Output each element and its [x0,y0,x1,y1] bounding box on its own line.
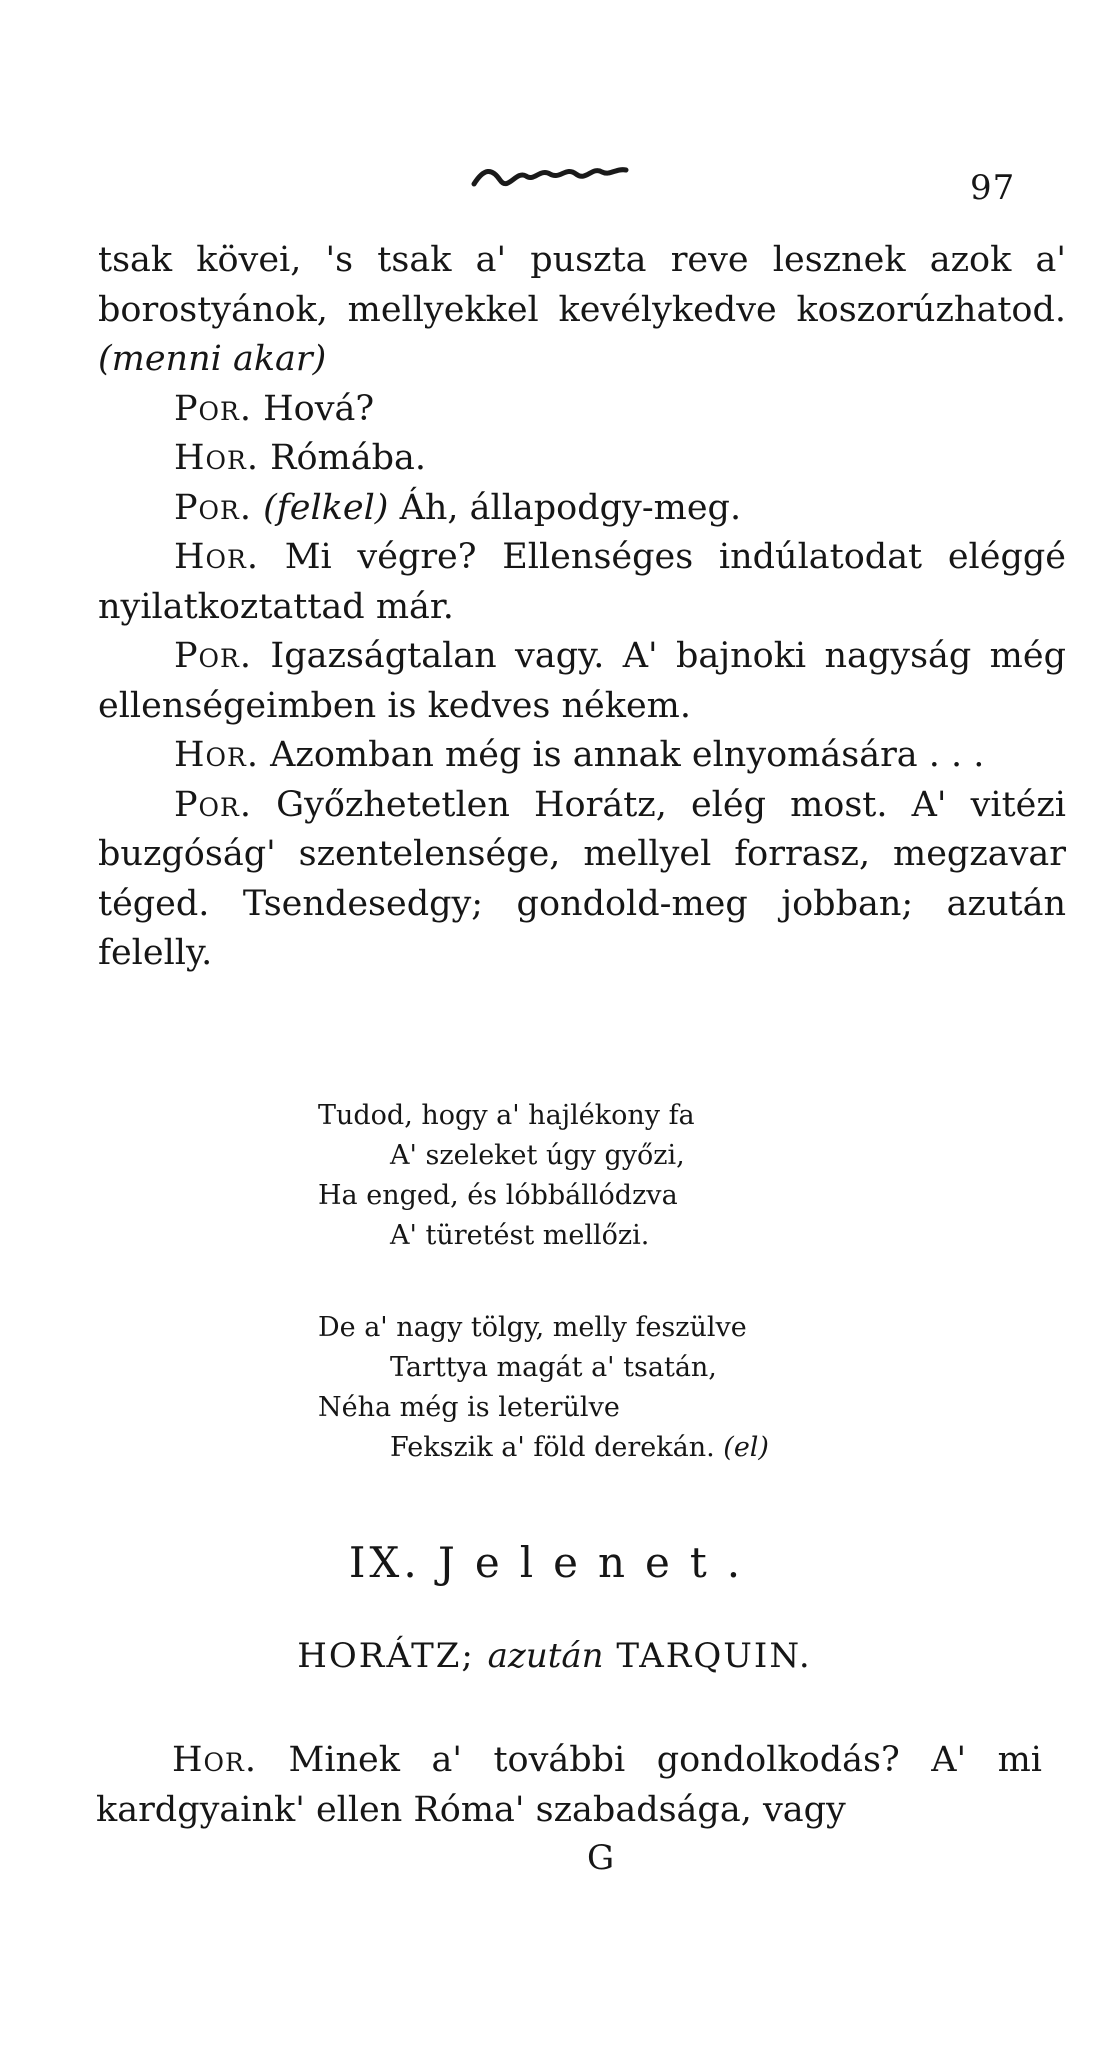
song-verse [318,1096,1038,1520]
speaker-label: Hor. [174,537,259,577]
speaker-label: Por. [174,636,252,676]
scene-number: IX. [348,1538,421,1587]
dialogue-paragraph [98,434,1066,484]
dialogue-text: Győzhetetlen Horátz, elég most. A' vitézi buzgóság' szentelensége, mellyel forrasz, megzavar téged. Tsendesedgy; gondold-meg jobban; azután felelly. [98,784,1066,973]
dialogue-paragraph [98,781,1066,979]
dialogue-text: Áh, állapodgy-meg. [399,487,742,528]
speaker-label: Por. [174,388,252,429]
verse-line: A' szeleket úgy győzi, [390,1140,685,1171]
dialogue-bottom [96,1735,1042,1835]
verse-line: A' türetést mellőzi. [390,1220,650,1251]
stanza [318,1308,1038,1468]
exit-direction: (el) [723,1432,769,1463]
dialogue-text: Rómába. [270,438,426,478]
dialogue-paragraph [98,236,1066,385]
scene-title: Jelenet. [438,1538,761,1587]
speaker-label: Hor. [172,1740,257,1780]
verse-line [318,1428,1038,1468]
speaker-label: Por. [174,784,252,825]
dialogue-paragraph [98,731,1066,781]
dialogue-paragraph [98,484,1066,534]
dialogue-paragraph [98,533,1066,632]
verse-line: Tarttya magát a' tsatán, [390,1352,717,1383]
stanza [318,1096,1038,1256]
verse-line: Néha még is leterülve [318,1392,620,1423]
speaker-label: Hor. [174,735,259,775]
cast-line [0,1636,1109,1676]
dialogue-top [98,236,1066,979]
dialogue-paragraph [98,632,1066,731]
dialogue-text: Minek a' további gondolkodás? A' mi kardgyaink' ellen Róma' szabadsága, vagy [96,1740,1042,1830]
cast-second: TARQUIN. [616,1636,812,1676]
cast-first: HORÁTZ; [297,1636,475,1676]
speaker-label: Por. [174,487,252,528]
stage-direction: (menni akar) [98,339,327,379]
verse-line: De a' nagy tölgy, melly feszülve [318,1312,747,1343]
cast-connective: azután [487,1636,604,1676]
scene-heading [0,1538,1109,1587]
dialogue-paragraph [98,385,1066,435]
page-number: 97 [970,168,1016,208]
signature-mark: G [587,1838,615,1878]
dialogue-text: Hová? [263,388,375,429]
dialogue-text: Igazságtalan vagy. A' bajnoki nagyság még ellenségeimben is kedves nékem. [98,636,1066,726]
speaker-label: Hor. [174,438,259,478]
dialogue-text: tsak kövei, 's tsak a' puszta reve lesznek azok a' borostyánok, mellyekkel kevélykedve koszorúzhatod. [98,240,1066,330]
dialogue-paragraph [96,1735,1042,1835]
verse-line-text: Fekszik a' föld derekán. [390,1432,715,1463]
dialogue-text: Mi végre? Ellenséges indúlatodat eléggé nyilatkoztattad már. [98,537,1066,627]
dialogue-text: Azomban még is annak elnyomására . . . [270,735,985,775]
verse-line: Ha enged, és lóbbállódzva [318,1180,678,1211]
verse-line: Tudod, hogy a' hajlékony fa [318,1100,695,1131]
stage-direction: (felkel) [263,487,389,528]
wavy-ornament-icon [470,158,630,198]
